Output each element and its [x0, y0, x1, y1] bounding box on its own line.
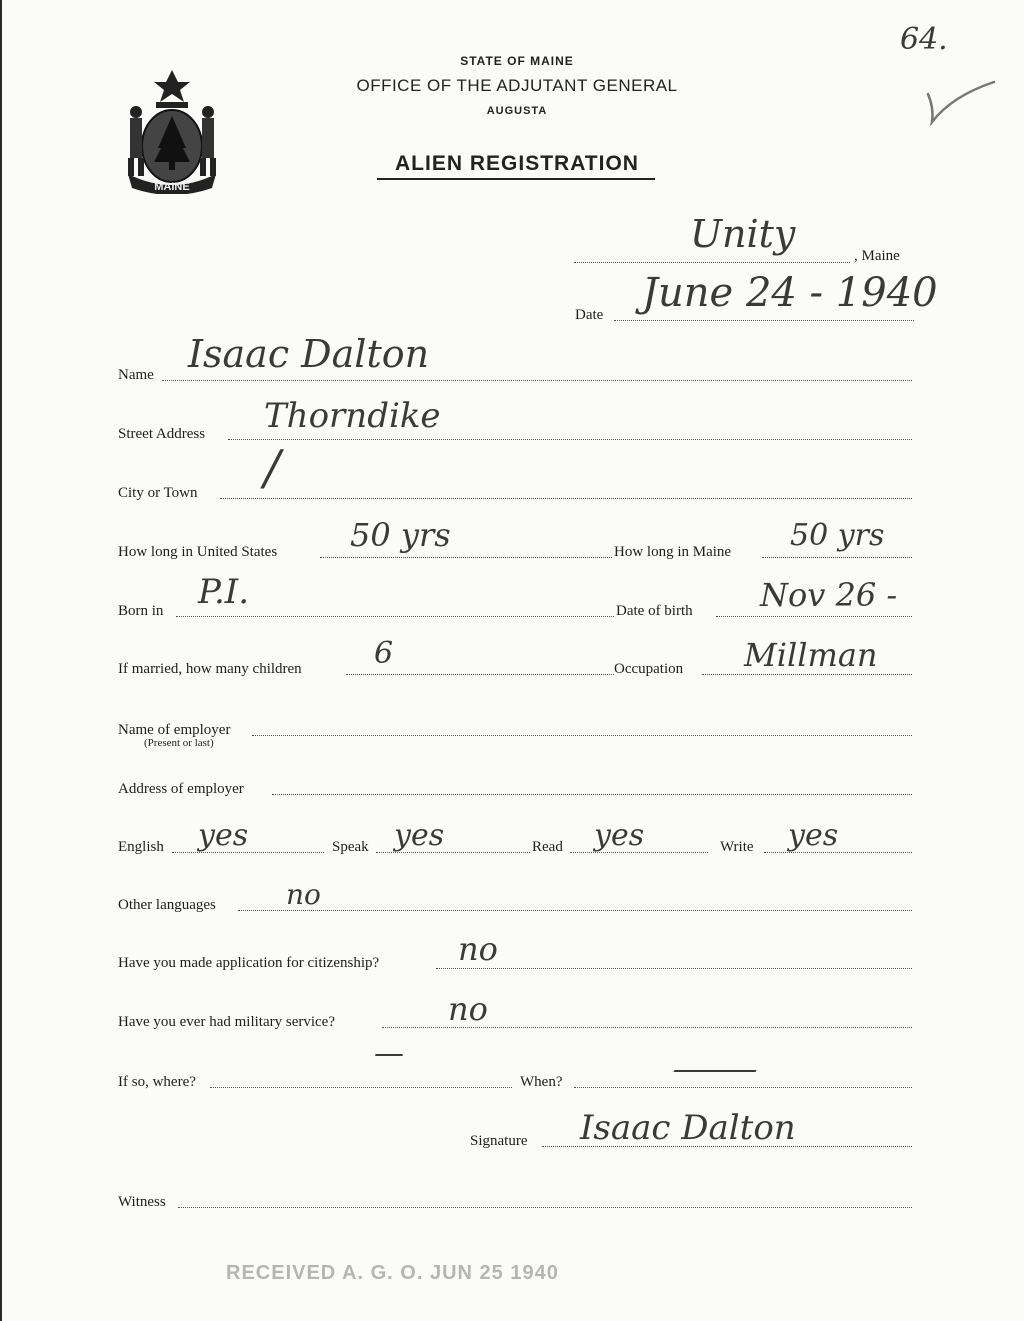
witness-label: Witness — [118, 1194, 166, 1210]
title-underline — [377, 178, 655, 180]
me-time-value: 50 yrs — [790, 518, 885, 553]
citizenship-value: no — [458, 930, 498, 968]
military-value: no — [448, 990, 488, 1028]
other-languages-label: Other languages — [118, 897, 216, 913]
city-label: City or Town — [118, 485, 198, 501]
page-title: ALIEN REGISTRATION — [395, 152, 639, 175]
other-languages-value: no — [286, 878, 321, 911]
employer-address-label: Address of employer — [118, 781, 244, 797]
dob-label: Date of birth — [616, 603, 693, 619]
speak-value: yes — [394, 818, 445, 853]
children-value: 6 — [374, 636, 394, 671]
us-time-value: 50 yrs — [350, 516, 451, 554]
signature-label: Signature — [470, 1133, 528, 1149]
where-value: — — [374, 1036, 404, 1071]
read-label: Read — [532, 839, 563, 855]
when-label: When? — [520, 1074, 563, 1090]
header-office: OFFICE OF THE ADJUTANT GENERAL — [356, 76, 678, 95]
speak-label: Speak — [332, 839, 369, 855]
date-label: Date — [575, 307, 604, 323]
date-value: June 24 - 1940 — [642, 270, 938, 316]
us-time-label: How long in United States — [118, 544, 278, 560]
born-value: P.I. — [198, 572, 250, 612]
read-value: yes — [594, 818, 645, 853]
employer-label: Name of employer — [118, 722, 231, 738]
name-value: Isaac Dalton — [188, 332, 430, 376]
street-label: Street Address — [118, 426, 206, 442]
write-label: Write — [720, 839, 754, 855]
maine-seal-icon — [118, 66, 226, 194]
english-label: English — [118, 839, 164, 855]
received-stamp: RECEIVED A. G. O. JUN 25 1940 — [226, 1262, 559, 1284]
me-time-label: How long in Maine — [614, 544, 732, 560]
occupation-value: Millman — [744, 636, 878, 674]
town-value: Unity — [690, 212, 796, 256]
street-value: Thorndike — [264, 396, 441, 436]
check-mark-icon — [922, 78, 1002, 128]
dob-value: Nov 26 - — [760, 576, 898, 614]
occupation-label: Occupation — [614, 661, 684, 677]
maine-label: , Maine — [854, 248, 900, 264]
english-value: yes — [198, 818, 249, 853]
header-city: AUGUSTA — [486, 105, 548, 117]
city-value: / — [264, 440, 281, 496]
seal-banner-text: MAINE — [154, 181, 190, 193]
header-state: STATE OF MAINE — [460, 54, 574, 68]
military-label: Have you ever had military service? — [118, 1014, 335, 1030]
where-label: If so, where? — [118, 1074, 196, 1090]
employer-sublabel: (Present or last) — [144, 737, 214, 749]
citizenship-label: Have you made application for citizenship? — [118, 955, 380, 971]
signature-value: Isaac Dalton — [580, 1108, 796, 1148]
when-value: — — [670, 1052, 760, 1087]
name-label: Name — [118, 367, 154, 383]
corner-number: 64. — [900, 22, 948, 57]
write-value: yes — [788, 818, 839, 853]
born-label: Born in — [118, 603, 164, 619]
children-label: If married, how many children — [118, 661, 302, 677]
